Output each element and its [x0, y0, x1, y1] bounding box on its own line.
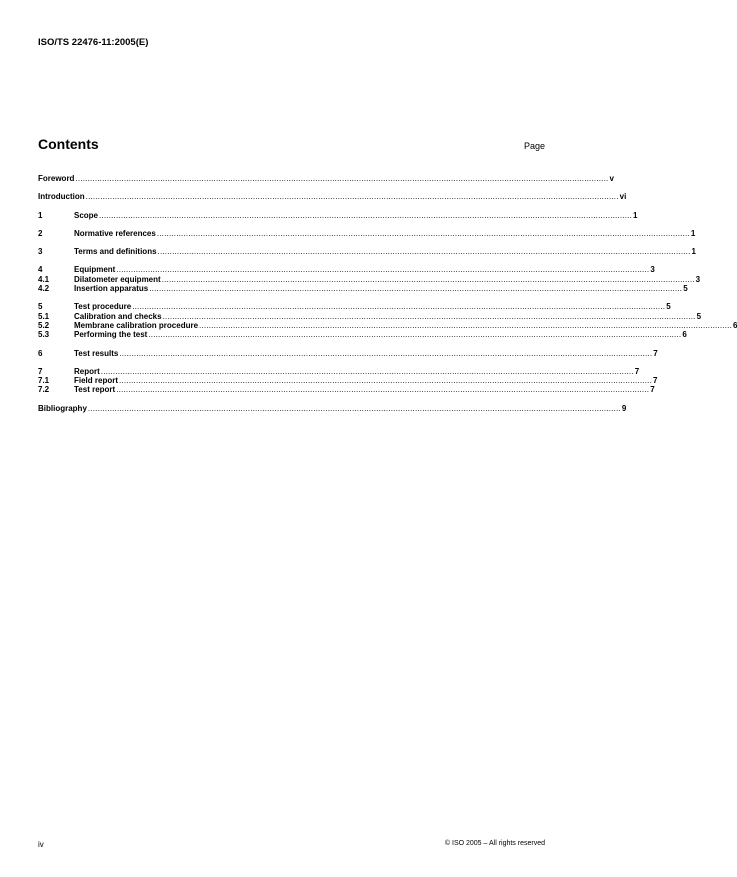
toc-leader-dots: ............................................................................................................................................................................................................................	[162, 311, 696, 321]
toc-entry-title[interactable]: Test procedure	[74, 302, 132, 312]
toc-entry-page: vi	[619, 192, 627, 202]
toc-entry-title[interactable]: Performing the test	[74, 330, 148, 340]
toc-entry-page: 5	[683, 284, 688, 294]
contents-title: Contents	[38, 136, 99, 152]
toc-entry[interactable]	[38, 320, 737, 330]
toc-entry-number: 4.1	[38, 274, 50, 284]
toc-entry-page: v	[609, 174, 614, 183]
toc-leader-dots: ............................................................................................................................................................................................................................	[119, 376, 652, 386]
toc-leader-dots: ............................................................................................................................................................................................................................	[99, 210, 632, 220]
toc-entry-title[interactable]: Scope	[74, 210, 99, 220]
toc-entry-number: 6	[38, 348, 43, 358]
toc-leader-dots: ............................................................................................................................................................................................................................	[149, 284, 683, 294]
toc-entry-number: 5	[38, 302, 43, 312]
toc-entry-page: 3	[650, 265, 655, 275]
toc-entry-page: 6	[682, 330, 687, 340]
toc-entry-title[interactable]: Insertion apparatus	[74, 284, 149, 294]
toc-entry[interactable]	[38, 210, 638, 220]
toc-entry-page: 6	[733, 320, 737, 330]
toc-leader-dots: ............................................................................................................................................................................................................................	[75, 174, 609, 183]
toc-entry[interactable]	[38, 247, 696, 257]
toc-entry[interactable]	[38, 330, 687, 340]
toc-leader-dots: ............................................................................................................................................................................................................................	[161, 274, 695, 284]
footer-copyright: © ISO 2005 – All rights reserved	[444, 840, 545, 847]
toc-entry[interactable]	[38, 385, 655, 395]
toc-entry[interactable]	[38, 192, 627, 202]
toc-entry-title[interactable]: Normative references	[74, 228, 156, 238]
toc-entry-number: 4.2	[38, 284, 50, 294]
toc-entry-number: 3	[38, 247, 43, 257]
toc-entry-page: 1	[633, 210, 638, 220]
toc-leader-dots: ............................................................................................................................................................................................................................	[116, 265, 650, 275]
toc-entry-title[interactable]: Dilatometer equipment	[74, 274, 161, 284]
toc-entry[interactable]	[38, 284, 688, 294]
toc-leader-dots: ............................................................................................................................................................................................................................	[156, 228, 690, 238]
toc-entry-number: 7	[38, 366, 43, 376]
toc-leader-dots: ............................................................................................................................................................................................................................	[132, 302, 666, 312]
toc-entry-title[interactable]: Test report	[74, 385, 116, 395]
toc-leader-dots: ............................................................................................................................................................................................................................	[157, 247, 691, 257]
document-id: ISO/TS 22476-11:2005(E)	[38, 37, 149, 48]
toc-entry[interactable]	[38, 228, 696, 238]
toc-entry-number: 7.2	[38, 385, 50, 395]
toc-entry-number: 1	[38, 210, 43, 220]
toc-entry-title[interactable]: Equipment	[74, 265, 116, 275]
toc-entry[interactable]	[38, 265, 655, 275]
toc-entry-page: 3	[695, 274, 701, 284]
toc-entry-title[interactable]: Foreword	[38, 174, 75, 183]
toc-entry-number: 5.1	[38, 311, 50, 321]
toc-entry[interactable]	[38, 274, 701, 284]
footer-page-number: iv	[38, 840, 44, 849]
toc-entry-page: 7	[650, 385, 655, 395]
toc-entry-title[interactable]: Bibliography	[38, 403, 87, 413]
toc-entry-page: 7	[653, 348, 658, 358]
toc-entry-number: 7.1	[38, 376, 50, 386]
toc-entry[interactable]	[38, 366, 640, 376]
toc-entry-title[interactable]: Membrane calibration procedure	[74, 320, 199, 330]
toc-entry-page: 9	[621, 403, 627, 413]
toc-entry-page: 1	[690, 228, 696, 238]
toc-entry-number: 2	[38, 228, 43, 238]
toc-leader-dots: ............................................................................................................................................................................................................................	[119, 348, 653, 358]
toc-entry[interactable]	[38, 348, 658, 358]
toc-entry-title[interactable]: Introduction	[38, 192, 85, 202]
toc-entry-title[interactable]: Field report	[74, 376, 119, 386]
toc-leader-dots: ............................................................................................................................................................................................................................	[199, 320, 733, 330]
toc-leader-dots: ............................................................................................................................................................................................................................	[87, 403, 621, 413]
toc-leader-dots: ............................................................................................................................................................................................................................	[100, 366, 634, 376]
toc-entry-page: 5	[696, 311, 702, 321]
toc-entry-title[interactable]: Test results	[74, 348, 119, 358]
table-of-contents	[38, 174, 737, 413]
toc-leader-dots: ............................................................................................................................................................................................................................	[148, 330, 682, 340]
toc-entry-number: 5.3	[38, 330, 50, 340]
toc-entry-page: 5	[666, 302, 671, 312]
toc-entry-title[interactable]: Terms and definitions	[74, 247, 157, 257]
page-column-label: Page	[523, 141, 545, 151]
toc-entry-number: 5.2	[38, 320, 50, 330]
toc-entry[interactable]	[38, 174, 614, 183]
toc-leader-dots: ............................................................................................................................................................................................................................	[116, 385, 650, 395]
toc-entry-number: 4	[38, 265, 43, 275]
toc-leader-dots: ............................................................................................................................................................................................................................	[85, 192, 619, 202]
toc-entry[interactable]	[38, 311, 702, 321]
toc-entry[interactable]	[38, 302, 671, 312]
toc-entry-page: 7	[634, 366, 640, 376]
toc-entry[interactable]	[38, 376, 658, 386]
toc-entry[interactable]	[38, 403, 627, 413]
toc-entry-page: 7	[653, 376, 658, 386]
toc-entry-title[interactable]: Calibration and checks	[74, 311, 162, 321]
toc-entry-title[interactable]: Report	[74, 366, 100, 376]
toc-entry-page: 1	[691, 247, 696, 257]
